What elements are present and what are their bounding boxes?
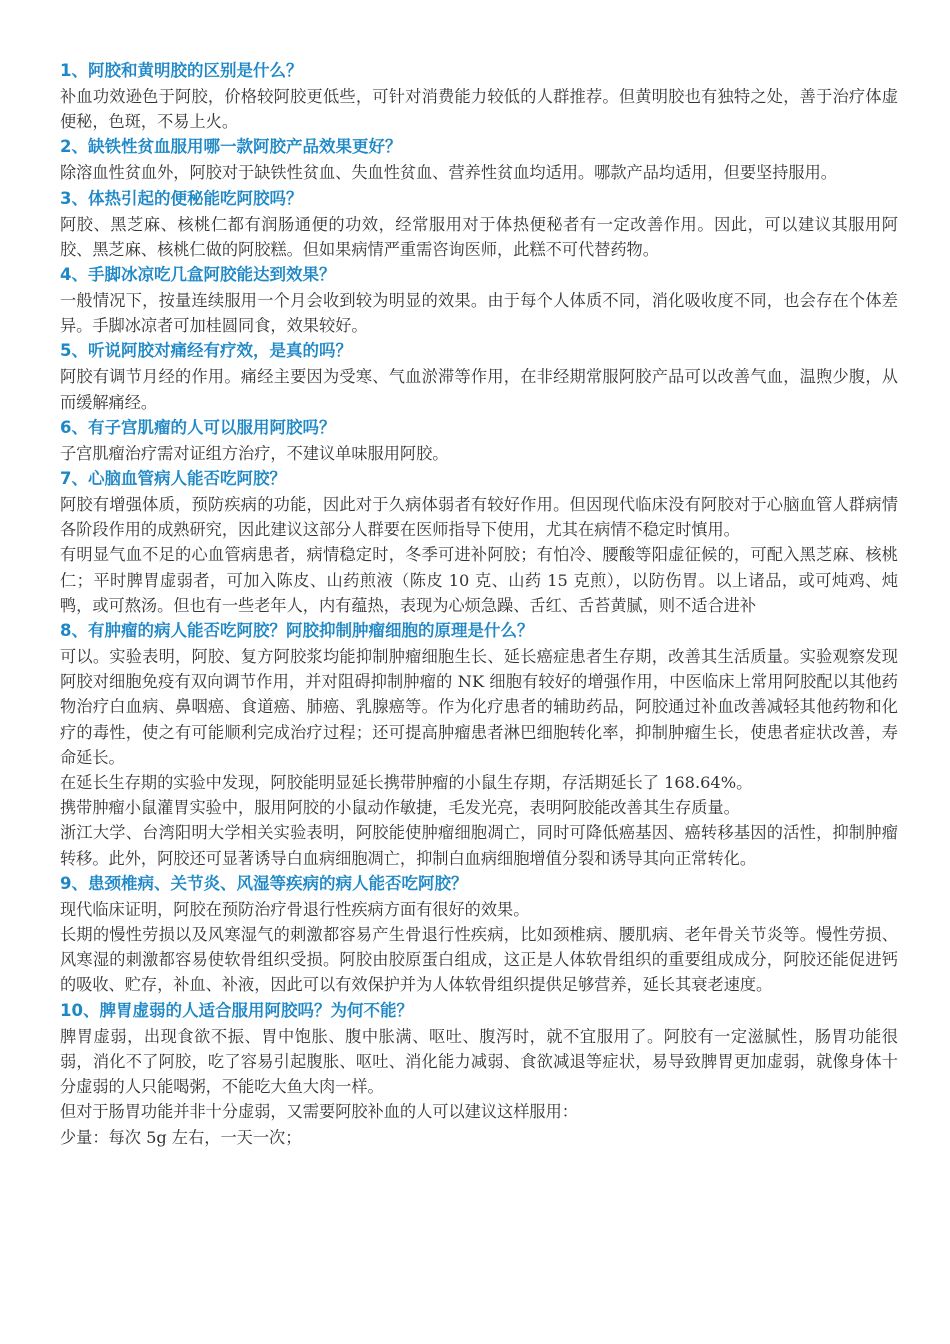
question-heading: 10、脾胃虚弱的人适合服用阿胶吗？为何不能？ <box>60 1000 413 1020</box>
answer-paragraph: 但对于肠胃功能并非十分虚弱，又需要阿胶补血的人可以建议这样服用： <box>60 1102 578 1122</box>
answer-paragraph: 长期的慢性劳损以及风寒湿气的刺激都容易产生骨退行性疾病，比如颈椎病、腰肌病、老年骨关节炎等。慢性劳损、风寒湿的刺激都容易使软骨组织受损。阿胶由胶原蛋白组成，这正是人体软骨组织的重要组成成分，阿胶还能促进钙的吸收、贮存，补血、补液，因此可以有效保护并为人体软骨组织提供足够营养，延长其衰老速度。 <box>60 925 898 995</box>
faq-section-3 <box>60 186 898 262</box>
faq-section-2 <box>60 134 898 185</box>
answer-paragraph: 可以。实验表明，阿胶、复方阿胶浆均能抑制肿瘤细胞生长、延长癌症患者生存期，改善其生活质量。实验观察发现阿胶对细胞免疫有双向调节作用，并对阻碍抑制肿瘤的 NK 细胞有较好的增强作用，中医临床上常用阿胶配以其他药物治疗白血病、鼻咽癌、食道癌、肺癌、乳腺癌等。作为化疗患者的辅助药品，阿胶通过补血改善减轻其他药物和化疗的毒性，使之有可能顺利完成治疗过程；还可提高肿瘤患者淋巴细胞转化率，抑制肿瘤生长，使患者症状改善，寿命延长。 <box>60 647 898 767</box>
answer-paragraph: 在延长生存期的实验中发现，阿胶能明显延长携带肿瘤的小鼠生存期，存活期延长了 168.64%。 <box>60 773 753 793</box>
answer-paragraph: 子宫肌瘤治疗需对证组方治疗，不建议单味服用阿胶。 <box>60 443 449 463</box>
answer-paragraph: 携带肿瘤小鼠灌胃实验中，服用阿胶的小鼠动作敏捷，毛发光亮，表明阿胶能改善其生存质量。 <box>60 798 740 818</box>
answer-paragraph: 浙江大学、台湾阳明大学相关实验表明，阿胶能使肿瘤细胞凋亡，同时可降低癌基因、癌转移基因的活性，抑制肿瘤转移。此外，阿胶还可显著诱导白血病细胞凋亡，抑制白血病细胞增值分裂和诱导其向正常转化。 <box>60 823 898 868</box>
question-heading: 5、听说阿胶对痛经有疗效，是真的吗？ <box>60 341 352 361</box>
answer-paragraph: 阿胶、黑芝麻、核桃仁都有润肠通便的功效，经常服用对于体热便秘者有一定改善作用。因此，可以建议其服用阿胶、黑芝麻、核桃仁做的阿胶糕。但如果病情严重需咨询医师，此糕不可代替药物。 <box>60 214 898 259</box>
faq-document <box>60 58 898 1150</box>
faq-section-9 <box>60 871 898 998</box>
answer-paragraph: 除溶血性贫血外，阿胶对于缺铁性贫血、失血性贫血、营养性贫血均适用。哪款产品均适用，但要坚持服用。 <box>60 163 837 183</box>
answer-paragraph: 阿胶有调节月经的作用。痛经主要因为受寒、气血淤滞等作用，在非经期常服阿胶产品可以改善气血，温煦少腹，从而缓解痛经。 <box>60 367 898 412</box>
faq-section-8 <box>60 618 898 871</box>
faq-section-5 <box>60 338 898 414</box>
answer-paragraph: 一般情况下，按量连续服用一个月会收到较为明显的效果。由于每个人体质不同，消化吸收度不同，也会存在个体差异。手脚冰凉者可加桂圆同食，效果较好。 <box>60 291 898 336</box>
question-heading: 8、有肿瘤的病人能否吃阿胶？阿胶抑制肿瘤细胞的原理是什么？ <box>60 621 534 641</box>
answer-paragraph: 少量：每次 5g 左右，一天一次； <box>60 1127 302 1147</box>
faq-section-1 <box>60 58 898 134</box>
question-heading: 6、有子宫肌瘤的人可以服用阿胶吗？ <box>60 417 336 437</box>
answer-paragraph: 现代临床证明，阿胶在预防治疗骨退行性疾病方面有很好的效果。 <box>60 899 530 919</box>
answer-paragraph: 有明显气血不足的心血管病患者，病情稳定时，冬季可进补阿胶；有怕冷、腰酸等阳虚征候的，可配入黑芝麻、核桃仁；平时脾胃虚弱者，可加入陈皮、山药煎液（陈皮 10 克、山药 15 克煎），以防伤胃。以上诸品，或可炖鸡、炖鸭，或可熬汤。但也有一些老年人，内有蕴热，表现为心烦急躁、舌红、舌苔黄腻，则不适合进补 <box>60 545 898 615</box>
answer-paragraph: 补血功效逊色于阿胶，价格较阿胶更低些，可针对消费能力较低的人群推荐。但黄明胶也有独特之处，善于治疗体虚便秘，色斑，不易上火。 <box>60 87 898 132</box>
question-heading: 4、手脚冰凉吃几盒阿胶能达到效果？ <box>60 265 336 285</box>
question-heading: 9、患颈椎病、关节炎、风湿等疾病的病人能否吃阿胶？ <box>60 873 468 893</box>
question-heading: 7、心脑血管病人能否吃阿胶？ <box>60 469 286 489</box>
faq-section-6 <box>60 415 898 466</box>
question-heading: 1、阿胶和黄明胶的区别是什么？ <box>60 61 303 80</box>
question-heading: 2、缺铁性贫血服用哪一款阿胶产品效果更好？ <box>60 137 402 157</box>
answer-paragraph: 阿胶有增强体质，预防疾病的功能，因此对于久病体弱者有较好作用。但因现代临床没有阿胶对于心脑血管人群病情各阶段作用的成熟研究，因此建议这部分人群要在医师指导下使用，尤其在病情不稳定时慎用。 <box>60 495 898 540</box>
faq-section-7 <box>60 466 898 618</box>
answer-paragraph: 脾胃虚弱，出现食欲不振、胃中饱胀、腹中胀满、呕吐、腹泻时，就不宜服用了。阿胶有一定滋腻性，肠胃功能很弱，消化不了阿胶，吃了容易引起腹胀、呕吐、消化能力减弱、食欲减退等症状，易导致脾胃更加虚弱，就像身体十分虚弱的人只能喝粥，不能吃大鱼大肉一样。 <box>60 1026 898 1097</box>
faq-section-10 <box>60 998 898 1150</box>
question-heading: 3、体热引起的便秘能吃阿胶吗？ <box>60 188 303 208</box>
faq-section-4 <box>60 262 898 338</box>
